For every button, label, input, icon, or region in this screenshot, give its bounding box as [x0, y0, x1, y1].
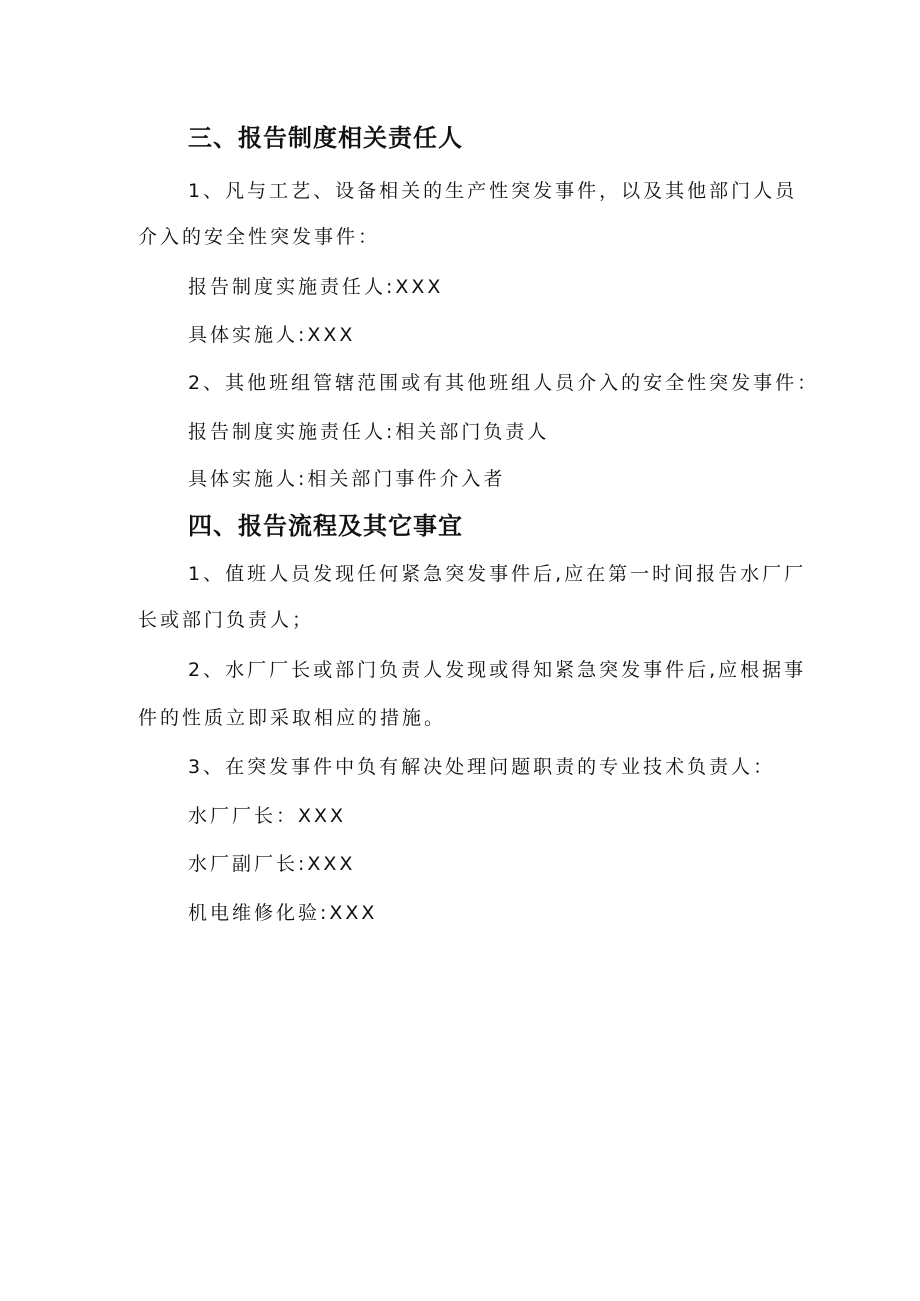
section-3-item-1-implementer: 具体实施人:XXX [188, 324, 356, 346]
section-4-item-3-line-1: 3、在突发事件中负有解决处理问题职责的专业技术负责人： [188, 756, 776, 778]
section-4-item-2-line-1: 2、水厂厂长或部门负责人发现或得知紧急突发事件后,应根据事 [188, 659, 807, 681]
plant-manager-entry: 水厂厂长：XXX [188, 805, 347, 827]
section-3-item-2-responsible: 报告制度实施责任人:相关部门负责人 [188, 421, 550, 443]
section-4-heading: 四、报告流程及其它事宜 [188, 512, 463, 540]
section-3-item-2-implementer: 具体实施人:相关部门事件介入者 [188, 468, 506, 490]
section-4-item-1-line-2: 长或部门负责人； [138, 609, 315, 631]
section-3-item-1-line-2: 介入的安全性突发事件： [138, 226, 381, 248]
section-3-item-1-line-1: 1、凡与工艺、设备相关的生产性突发事件，以及其他部门人员 [188, 180, 798, 202]
electromech-lab-entry: 机电维修化验:XXX [188, 902, 378, 924]
section-3-heading: 三、报告制度相关责任人 [188, 124, 463, 152]
section-4-item-2-line-2: 件的性质立即采取相应的措施。 [138, 707, 447, 729]
section-3-item-1-responsible: 报告制度实施责任人:XXX [188, 276, 444, 298]
deputy-manager-entry: 水厂副厂长:XXX [188, 853, 356, 875]
section-3-item-2-line-1: 2、其他班组管辖范围或有其他班组人员介入的安全性突发事件： [188, 372, 820, 394]
section-4-item-1-line-1: 1、值班人员发现任何紧急突发事件后,应在第一时间报告水厂厂 [188, 563, 807, 585]
